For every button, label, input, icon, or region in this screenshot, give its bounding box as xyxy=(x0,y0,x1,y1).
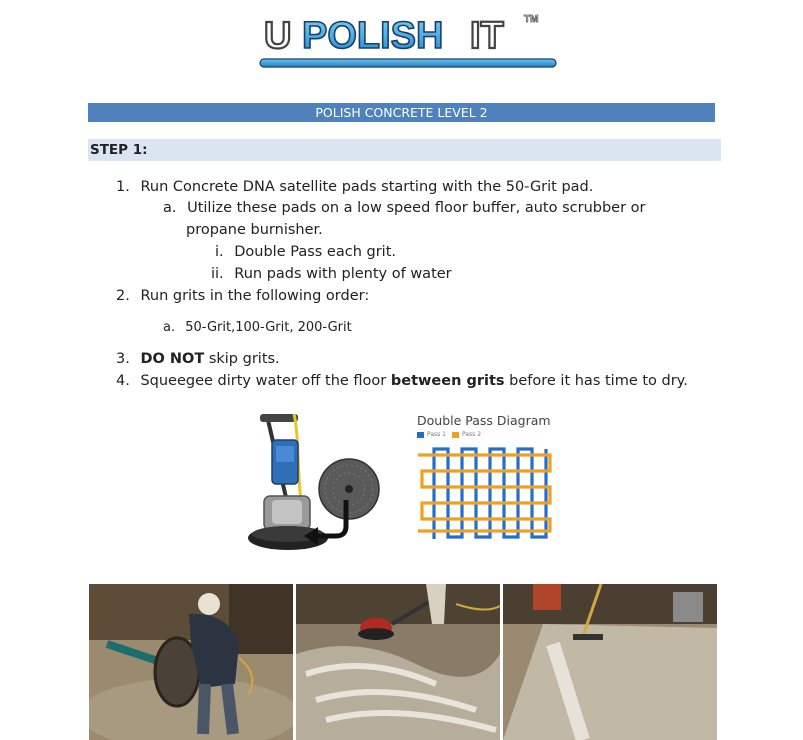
list-item-1 xyxy=(116,177,593,197)
list-item-1a-ii xyxy=(211,264,452,284)
diagram-title: Double Pass Diagram xyxy=(417,413,551,428)
emphasis-text: between grits xyxy=(390,373,505,389)
list-item-1a xyxy=(163,198,646,218)
legend-label-pass2: Pass 2 xyxy=(462,431,482,438)
list-number: 3. xyxy=(116,351,130,367)
legend-swatch-pass1 xyxy=(417,432,424,438)
list-text: Run Concrete DNA satellite pads starting with the 50-Grit pad. xyxy=(140,179,594,195)
arrow-icon xyxy=(300,494,360,554)
list-text: skip grits. xyxy=(204,351,280,367)
section-title-bar: POLISH CONCRETE LEVEL 2 xyxy=(88,103,715,122)
legend-label-pass1: Pass 1 xyxy=(427,431,447,438)
list-number: ii. xyxy=(211,266,224,282)
photo-worker-with-pad xyxy=(89,584,293,740)
photo-squeegee-floor xyxy=(503,584,717,740)
list-item-4 xyxy=(116,371,688,391)
diagram-legend xyxy=(417,431,481,438)
list-item-1a-continued: propane burnisher. xyxy=(186,222,323,238)
list-number: a. xyxy=(163,200,177,216)
list-number: 1. xyxy=(116,179,130,195)
logo-underline xyxy=(260,59,556,67)
logo-tm: TM xyxy=(524,14,539,25)
step-heading: STEP 1: xyxy=(88,139,721,161)
list-text: Squeegee dirty water off the floor xyxy=(140,373,391,389)
pass-1-path xyxy=(434,449,546,539)
list-number: 4. xyxy=(116,373,130,389)
photo-buffer-on-wet-floor xyxy=(296,584,500,740)
list-item-1a-i xyxy=(215,242,396,262)
list-text: Utilize these pads on a low speed floor buffer, auto scrubber or xyxy=(187,200,646,216)
list-text: Run grits in the following order: xyxy=(140,288,370,304)
list-text: 50-Grit,100-Grit, 200-Grit xyxy=(185,320,352,335)
pass-2-path xyxy=(418,455,550,531)
u-polish-it-logo xyxy=(258,8,558,74)
list-text: before it has time to dry. xyxy=(504,373,688,389)
double-pass-diagram xyxy=(418,447,552,539)
legend-swatch-pass2 xyxy=(452,432,459,438)
logo-it: IT xyxy=(470,15,504,57)
logo-u: U xyxy=(264,15,292,57)
list-item-2 xyxy=(116,286,369,306)
list-item-3 xyxy=(116,349,280,369)
logo-polish: POLISH xyxy=(302,15,444,57)
list-number: i. xyxy=(215,244,224,260)
list-item-2a xyxy=(163,318,352,338)
list-text: Double Pass each grit. xyxy=(234,244,397,260)
list-text: Run pads with plenty of water xyxy=(234,266,452,282)
emphasis-text: DO NOT xyxy=(140,351,205,367)
list-number: a. xyxy=(163,320,176,335)
list-number: 2. xyxy=(116,288,130,304)
